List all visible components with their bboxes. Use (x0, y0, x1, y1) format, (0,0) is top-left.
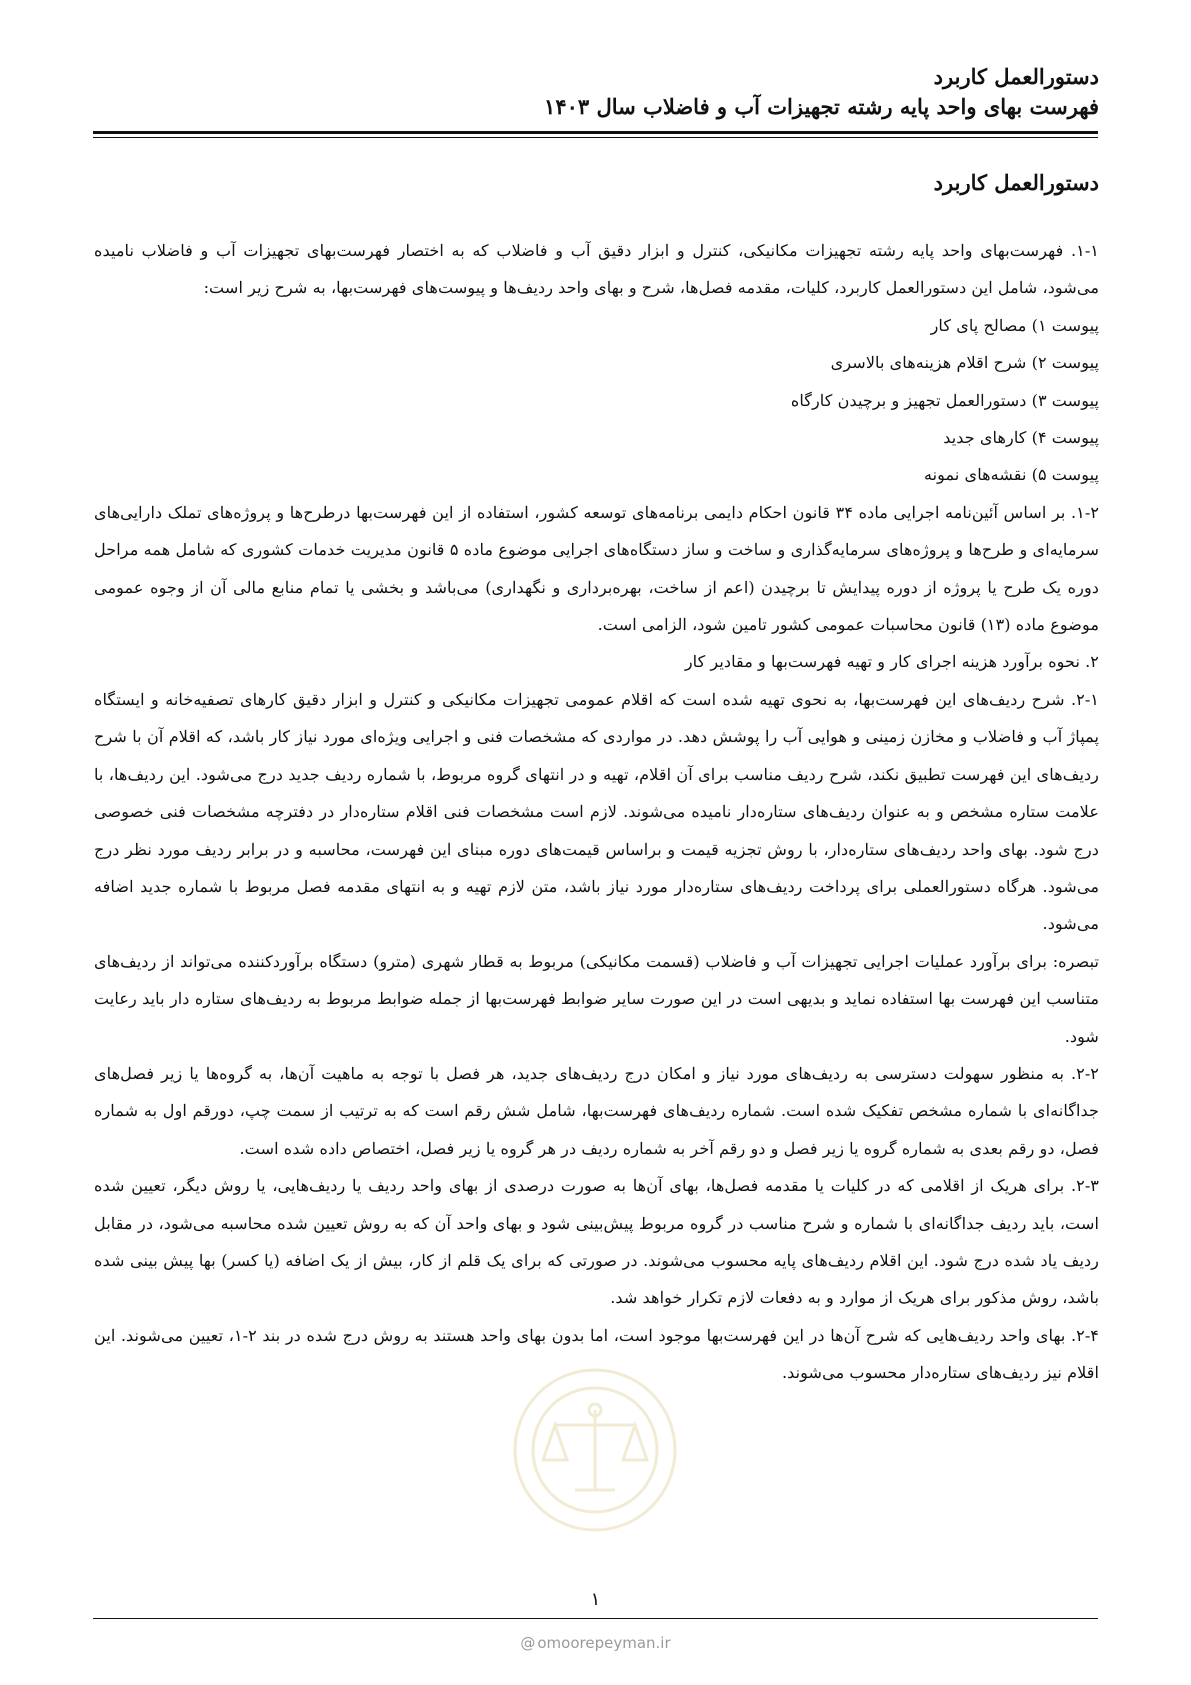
page-number: ۱ (590, 1589, 601, 1610)
website-url: omoorepeyman.ir (537, 1634, 671, 1652)
annex-item-1: پیوست ۱) مصالح پای کار (930, 315, 1099, 335)
annex-item-4: پیوست ۴) کارهای جدید (943, 428, 1099, 448)
paragraph-2-3: ۲-۳. برای هریک از اقلامی که در کلیات یا مقدمه فصل‌ها، بهای آن‌ها به صورت درصدی از بهای واحد ردیف یا ردیف‌هایی، یا روش دیگر، تعیین شده است، باید ردیف جداگانه‌ای با شماره و شرح مناسب در گروه مربوط پیش‌بینی شود و بهای واحد آن که به روش تعیین شده محاسبه می‌شود، در مقابل ردیف یاد شده درج شود. این اقلام ردیف‌های پایه محسوب می‌شوند. در صورتی که برای یک قلم از کار، بیش از یک اضافه (یا کسر) بها پیش بینی شده باشد، روش مذکور برای هریک از موارد و به دفعات لازم تکرار خواهد شد. (94, 1176, 1099, 1308)
annex-item-5: پیوست ۵) نقشه‌های نمونه (923, 465, 1099, 485)
paragraph-1-1: ۱-۱. فهرست‌بهای واحد پایه رشته تجهیزات مکانیکی، کنترل و ابزار دقیق آب و فاضلاب که به اختصار فهرست‌بهای تجهیزات آب و فاضلاب نامیده می‌شود، شامل این دستورالعمل کاربرد، کلیات، مقدمه فصل‌ها، شرح و بهای واحد ردیف‌ها و پیوست‌های فهرست‌بها، به شرح زیر است: (94, 241, 1099, 298)
scales-seal-watermark-icon (495, 1300, 695, 1590)
annex-item-3: پیوست ۳) دستورالعمل تجهیز و برچیدن کارگاه (790, 390, 1099, 410)
paragraph-2-2: ۲-۲. به منظور سهولت دسترسی به ردیف‌های مورد نیاز و امکان درج ردیف‌های جدید، هر فصل با توجه به ماهیت آن‌ها، به گروه‌ها یا زیر فصل‌های جداگانه‌ای با شماره مشخص تفکیک شده است. شماره ردیف‌های فهرست‌بها، شامل شش رقم است که به ترتیب از سمت چپ، دورقم اول به شماره فصل، دو رقم بعدی به شماره گروه یا زیر فصل و دو رقم آخر به شماره ردیف در هر گروه یا زیر فصل، اختصاص داده شده است. (94, 1063, 1099, 1158)
footer-rule (93, 1618, 1098, 1619)
paragraph-1-2: ۱-۲. بر اساس آئین‌نامه اجرایی ماده ۳۴ قانون احکام دایمی برنامه‌های توسعه کشور، استفاده از این فهرست‌بها درطرح‌ها و پروژه‌های تملک دارایی‌های سرمایه‌ای و طرح‌ها و پروژه‌های سرمایه‌گذاری و ساخت و ساز دستگاه‌های اجرایی موضوع ماده ۵ قانون مدیریت خدمات کشوری که شامل همه مراحل دوره یک طرح یا پروژه از دوره پیدایش تا برچیدن (اعم از ساخت، بهره‌برداری و نگهداری) می‌باشد و بخشی یا تمام منابع مالی آن از وجوه عمومی موضوع ماده (۱۳) قانون محاسبات عمومی کشور تامین شود، الزامی است. (94, 502, 1100, 635)
annex-item-2: پیوست ۲) شرح اقلام هزینه‌های بالاسری (830, 353, 1099, 373)
section-2-heading: ۲. نحوه برآورد هزینه اجرای کار و تهیه فهرست‌بها و مقادیر کار (684, 652, 1099, 672)
section-title: دستورالعمل کاربرد (933, 170, 1099, 195)
body-text (94, 232, 1099, 1392)
page-header (94, 62, 1099, 122)
at-sign-icon: @ (520, 1634, 536, 1652)
paragraph-2-1: ۲-۱. شرح ردیف‌های این فهرست‌بها، به نحوی تهیه شده است که اقلام عمومی تجهیزات مکانیکی و کنترل و ابزار دقیق کارهای تصفیه‌خانه و ایستگاه پمپاژ آب و فاضلاب و مخازن زمینی و هوایی آب را پوشش دهد. در مواردی که مشخصات فنی و اجرایی ویژه‌ای مورد نیاز کار باشد، که اقلام آن با شرح ردیف‌های این فهرست تطبیق نکند، شرح ردیف مناسب برای آن اقلام، تهیه و در انتهای گروه مربوط، با شماره ردیف جدید درج می‌شود. این ردیف‌ها، با علامت ستاره مشخص و به عنوان ردیف‌های ستاره‌دار نامیده می‌شوند. لازم است مشخصات فنی اقلام ستاره‌دار در دفترچه مشخصات فنی خصوصی درج شود. بهای واحد ردیف‌های ستاره‌دار، با روش تجزیه قیمت و براساس قیمت‌های دوره مبنای این فهرست، محاسبه و در برابر ردیف مورد نظر درج می‌شود. هرگاه دستورالعملی برای پرداخت ردیف‌های ستاره‌دار مورد نیاز باشد، متن لازم تهیه و به انتهای مقدمه فصل مربوط با شماره جدید اضافه می‌شود. (94, 689, 1099, 934)
header-title: دستورالعمل کاربرد (933, 64, 1099, 89)
header-subtitle: فهرست بهای واحد پایه رشته تجهیزات آب و فاضلاب سال ۱۴۰۳ (544, 94, 1099, 119)
header-rule-thick (93, 131, 1098, 134)
header-rule-thin (93, 137, 1098, 138)
website-watermark (0, 1633, 1191, 1653)
note-paragraph: تبصره: برای برآورد عملیات اجرایی تجهیزات آب و فاضلاب (قسمت مکانیکی) مربوط به قطار شهری (مترو) دستگاه برآوردکننده می‌تواند از ردیف‌های متناسب این فهرست بها استفاده نماید و بدیهی است در این صورت سایر ضوابط فهرست‌بها از جمله ضوابط مربوط به ردیف‌های ستاره دار باید رعایت شود. (94, 951, 1099, 1046)
paragraph-2-4: ۲-۴. بهای واحد ردیف‌هایی که شرح آن‌ها در این فهرست‌بها موجود است، اما بدون بهای واحد هستند به روش درج شده در بند ۲-۱، تعیین می‌شوند. این اقلام نیز ردیف‌های ستاره‌دار محسوب می‌شوند. (94, 1325, 1099, 1383)
